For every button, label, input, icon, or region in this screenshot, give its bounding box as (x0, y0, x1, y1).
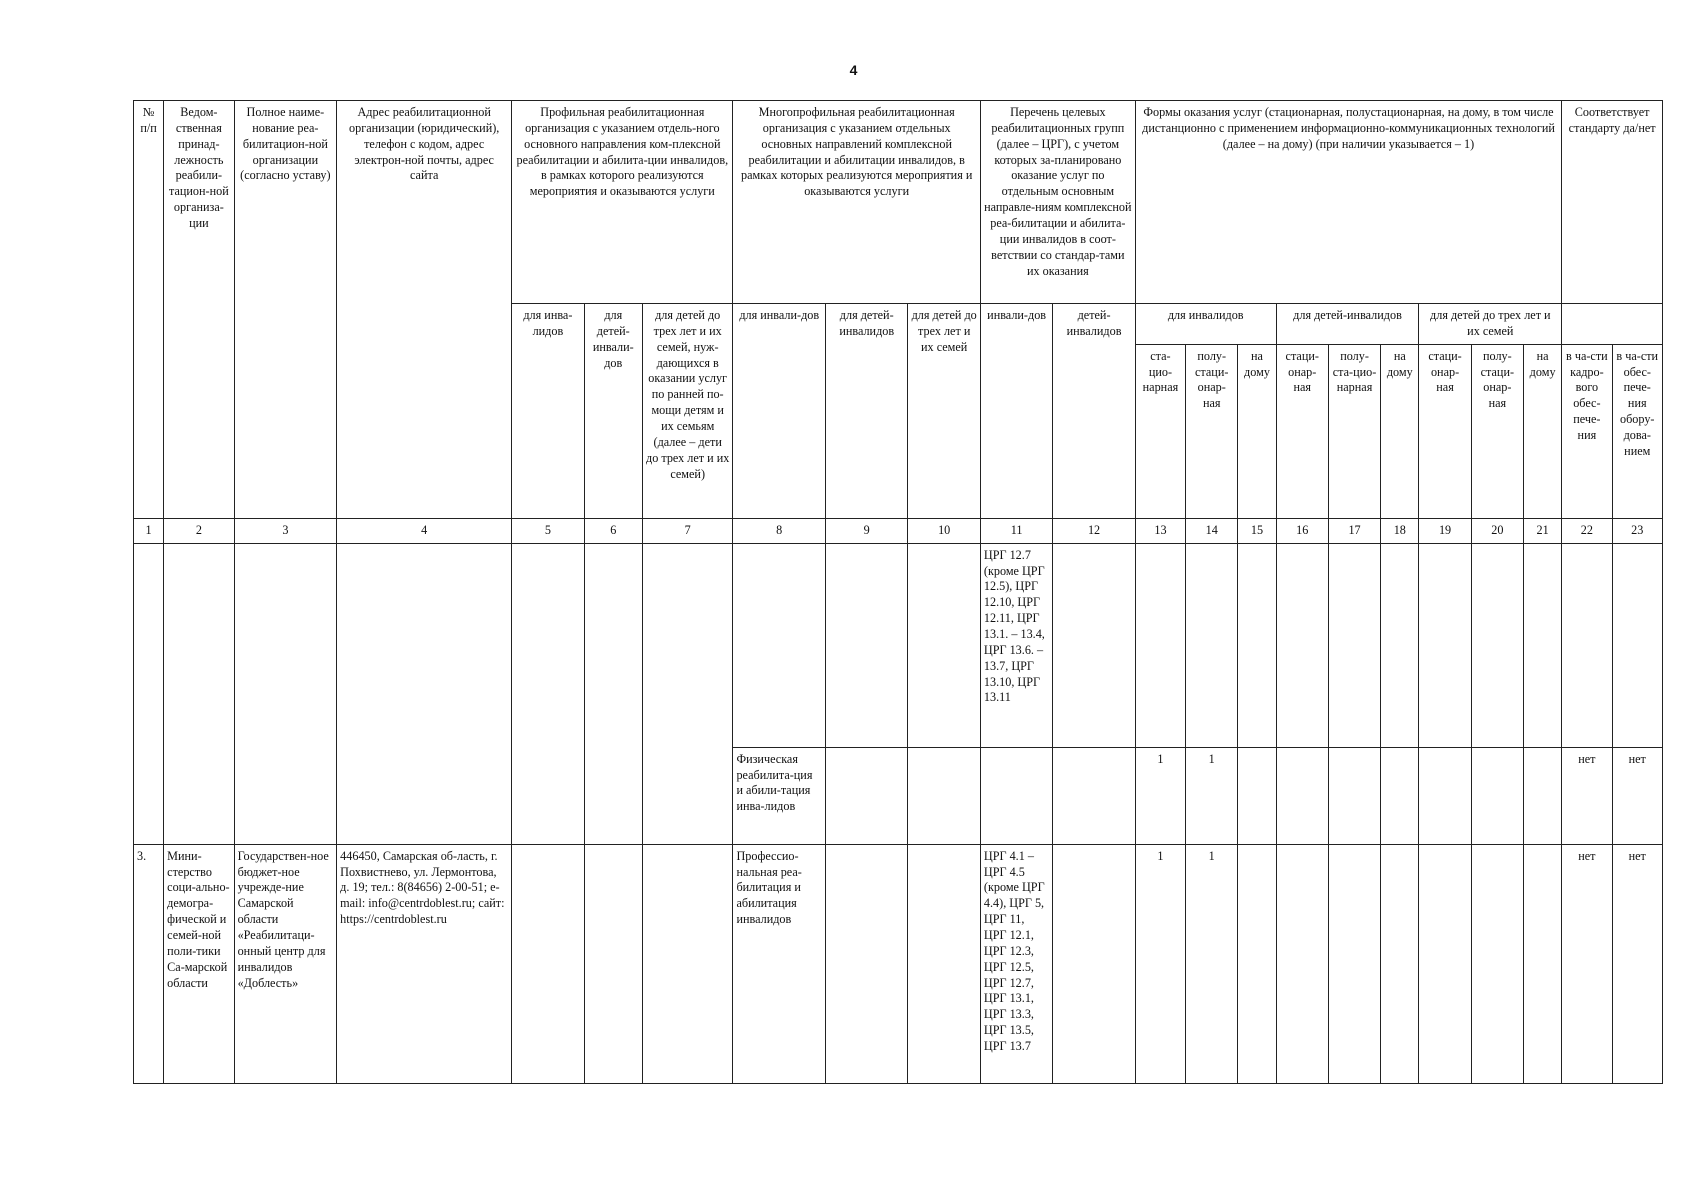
cell-15 (1238, 844, 1276, 1083)
col-header-6: для детей-инвали-дов (584, 304, 642, 519)
col-header-20: полу-стаци-онар-ная (1471, 344, 1523, 518)
cell-14 (1186, 543, 1238, 747)
cell-9 (825, 844, 907, 1083)
column-number: 23 (1612, 518, 1662, 543)
cell-21 (1524, 543, 1562, 747)
column-number: 1 (134, 518, 164, 543)
col-header-13: ста-цио-нарная (1135, 344, 1185, 518)
cell-9 (825, 543, 907, 747)
col-header-23: в ча-сти обес-пече-ния обору-дова-нием (1612, 344, 1662, 518)
cell-num (134, 543, 164, 844)
cell-21 (1524, 747, 1562, 844)
cell-13: 1 (1135, 747, 1185, 844)
cell-direction: Профессио-нальная реа-билитация и абилитация инвалидов (733, 844, 826, 1083)
cell-14: 1 (1186, 844, 1238, 1083)
cell-14: 1 (1186, 747, 1238, 844)
column-number: 7 (642, 518, 733, 543)
col-header-9: для детей-инвалидов (825, 304, 907, 519)
cell-16 (1276, 747, 1328, 844)
cell-9 (825, 747, 907, 844)
cell-num: 3. (134, 844, 164, 1083)
cell-17 (1328, 844, 1380, 1083)
table-row (134, 844, 1663, 1083)
col-header-21: на дому (1524, 344, 1562, 518)
column-number: 5 (512, 518, 584, 543)
col-header-14: полу-стаци-онар-ная (1186, 344, 1238, 518)
column-number: 16 (1276, 518, 1328, 543)
group-header-disabled-children: для детей-инвалидов (1276, 304, 1419, 345)
page-number: 4 (849, 62, 858, 78)
cell-17 (1328, 747, 1380, 844)
col-header-standard-compliance: Соответствует стандарту да/нет (1562, 101, 1663, 304)
col-header-num: № п/п (134, 101, 164, 519)
column-number: 19 (1419, 518, 1471, 543)
cell-department (164, 543, 234, 844)
group-header-disabled: для инвалидов (1135, 304, 1276, 345)
cell-crg-list: ЦРГ 4.1 – ЦРГ 4.5 (кроме ЦРГ 4.4), ЦРГ 5, ЦРГ 11, ЦРГ 12.1, ЦРГ 12.3, ЦРГ 12.5, ЦРГ 12.7, ЦРГ 13.1, ЦРГ 13.3, ЦРГ 13.5, ЦРГ 13.7 (980, 844, 1052, 1083)
col-header-22: в ча-сти кадро-вого обес-пече-ния (1562, 344, 1612, 518)
column-number: 9 (825, 518, 907, 543)
cell-18 (1381, 543, 1419, 747)
cell-23 (1612, 543, 1662, 747)
cell-address: 446450, Самарская об-ласть, г. Похвистнево, ул. Лермонтова, д. 19; тел.: 8(84656) 2-00-51; e-mail: info@centrdoblest.ru; сайт: https://centrdoblest.ru (337, 844, 512, 1083)
cell-19 (1419, 543, 1471, 747)
column-number: 20 (1471, 518, 1523, 543)
col-header-16: стаци-онар-ная (1276, 344, 1328, 518)
cell-22: нет (1562, 747, 1612, 844)
cell-18 (1381, 844, 1419, 1083)
column-number: 21 (1524, 518, 1562, 543)
cell-7 (642, 543, 733, 844)
column-number: 2 (164, 518, 234, 543)
cell-13: 1 (1135, 844, 1185, 1083)
cell-10 (908, 844, 980, 1083)
cell-23: нет (1612, 844, 1662, 1083)
cell-6 (584, 844, 642, 1083)
col-header-19: стаци-онар-ная (1419, 344, 1471, 518)
column-number: 22 (1562, 518, 1612, 543)
cell-10 (908, 747, 980, 844)
cell-address (337, 543, 512, 844)
col-header-18: на дому (1381, 344, 1419, 518)
column-number: 18 (1381, 518, 1419, 543)
cell-direction: Физическая реабилита-ция и абили-тация инва-лидов (733, 747, 826, 844)
group-header-under-three: для детей до трех лет и их семей (1419, 304, 1562, 345)
cell-org-name (234, 543, 337, 844)
column-number: 12 (1053, 518, 1135, 543)
cell-7 (642, 844, 733, 1083)
column-number: 17 (1328, 518, 1380, 543)
column-number: 10 (908, 518, 980, 543)
col-header-11: инвали-дов (980, 304, 1052, 519)
cell-org-name: Государствен-ное бюджет-ное учрежде-ние Самарской области «Реабилитаци-онный центр для инвалидов «Доблесть» (234, 844, 337, 1083)
column-number: 8 (733, 518, 826, 543)
cell-19 (1419, 747, 1471, 844)
column-number: 4 (337, 518, 512, 543)
cell-13 (1135, 543, 1185, 747)
cell-16 (1276, 844, 1328, 1083)
cell-15 (1238, 747, 1276, 844)
cell-12 (1053, 543, 1135, 747)
cell-11 (980, 747, 1052, 844)
cell-20 (1471, 747, 1523, 844)
cell-5 (512, 844, 584, 1083)
cell-6 (584, 543, 642, 844)
column-number: 6 (584, 518, 642, 543)
col-header-15: на дому (1238, 344, 1276, 518)
col-header-address: Адрес реабилитационной организации (юридический), телефон с кодом, адрес электрон-ной почты, адрес сайта (337, 101, 512, 519)
cell-15 (1238, 543, 1276, 747)
col-header-12: детей-инвалидов (1053, 304, 1135, 519)
col-header-org-name: Полное наиме-нование реа-билитацион-ной организации (согласно уставу) (234, 101, 337, 519)
cell-10 (908, 543, 980, 747)
cell-19 (1419, 844, 1471, 1083)
col-header-department: Ведом-ственная принад-лежность реабили-тацион-ной организа-ции (164, 101, 234, 519)
header-row-1 (134, 101, 1663, 304)
col-header-target-groups: Перечень целевых реабилитационных групп (далее – ЦРГ), с учетом которых за-планировано оказание услуг по отдельным основным направле-ниям комплексной реа-билитации и абилита-ции инвалидов в соот-ветствии со стандар-тами их оказания (980, 101, 1135, 304)
cell-12 (1053, 747, 1135, 844)
col-header-7: для детей до трех лет и их семей, нуж-дающихся в оказании услуг по ранней по-мощи детям и их семьям (далее – дети до трех лет и их семей) (642, 304, 733, 519)
cell-department: Мини-стерство соци-ально-демогра-фической и семей-ной поли-тики Са-марской области (164, 844, 234, 1083)
group-header-standard-blank (1562, 304, 1663, 345)
cell-17 (1328, 543, 1380, 747)
cell-21 (1524, 844, 1562, 1083)
col-header-profile-org: Профильная реабилитационная организация с указанием отдель-ного основного направления ком-плексной реабилитации и абилита-ции инвалидов, в рамках которого реализуются мероприятия и оказываются услуги (512, 101, 733, 304)
col-header-10: для детей до трех лет и их семей (908, 304, 980, 519)
cell-18 (1381, 747, 1419, 844)
table-row (134, 543, 1663, 747)
cell-22: нет (1562, 844, 1612, 1083)
column-number: 13 (1135, 518, 1185, 543)
cell-5 (512, 543, 584, 844)
cell-20 (1471, 844, 1523, 1083)
col-header-service-forms: Формы оказания услуг (стационарная, полустационарная, на дому, в том числе дистанционно с применением информационно-коммуникационных технологий (далее – на дому) (при наличии указывается – 1) (1135, 101, 1561, 304)
col-header-multiprofile-org: Многопрофильная реабилитационная организация с указанием отдельных основных направлений комплексной реабилитации и абилитации инвалидов, в рамках которых реализуются мероприятия и оказываются услуги (733, 101, 980, 304)
cell-20 (1471, 543, 1523, 747)
col-header-8: для инвали-дов (733, 304, 826, 519)
column-number: 15 (1238, 518, 1276, 543)
col-header-5: для инва-лидов (512, 304, 584, 519)
column-number: 14 (1186, 518, 1238, 543)
cell-12 (1053, 844, 1135, 1083)
col-header-17: полу-ста-цио-нарная (1328, 344, 1380, 518)
column-number: 11 (980, 518, 1052, 543)
column-number: 3 (234, 518, 337, 543)
cell-22 (1562, 543, 1612, 747)
cell-crg-list: ЦРГ 12.7 (кроме ЦРГ 12.5), ЦРГ 12.10, ЦРГ 12.11, ЦРГ 13.1. – 13.4, ЦРГ 13.6. – 13.7, ЦРГ 13.10, ЦРГ 13.11 (980, 543, 1052, 747)
cell-23: нет (1612, 747, 1662, 844)
cell-8 (733, 543, 826, 747)
cell-16 (1276, 543, 1328, 747)
column-numbers-row (134, 518, 1663, 543)
organizations-table (133, 100, 1663, 1084)
